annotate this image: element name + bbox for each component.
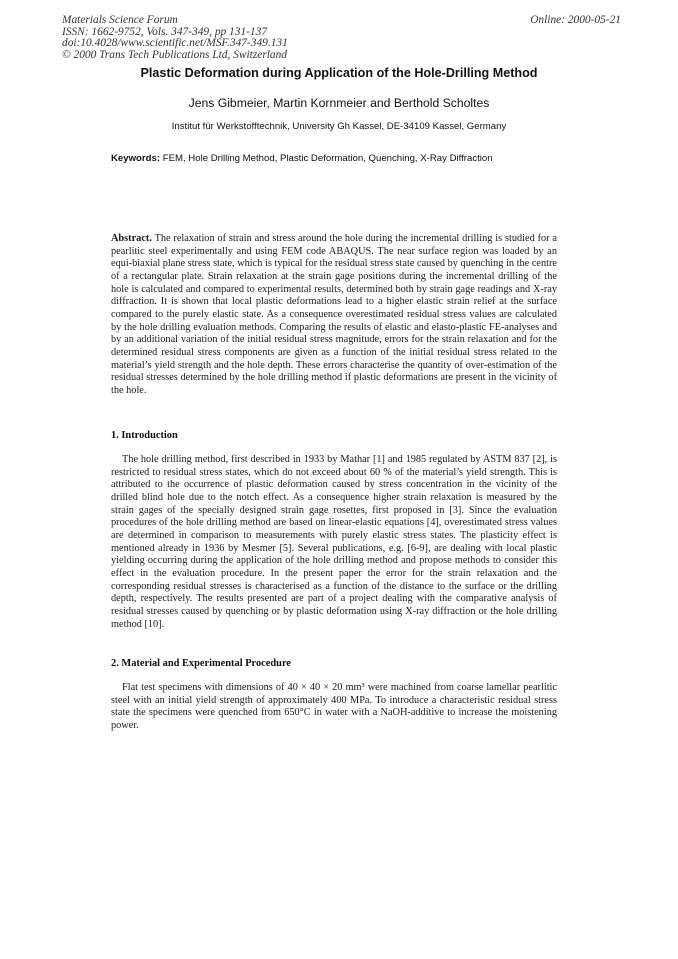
affiliation: Institut für Werkstofftechnik, University Gh Kassel, DE-34109 Kassel, Germany [171,121,507,132]
doi-line: doi:10.4028/www.scientific.net/MSF.347-349.131 [62,37,288,49]
section-heading-introduction: 1. Introduction [111,430,178,441]
abstract-label: Abstract. [111,233,152,244]
section-heading-material: 2. Material and Experimental Procedure [111,658,291,669]
abstract-paragraph [111,233,557,398]
abstract-text: The relaxation of strain and stress around the hole during the incremental drilling is studied for a pearlitic steel experimentally and using FEM code ABAQUS. The near surface region was loaded by an equi-biaxial plane stress state, which is typical for the residual stress state caused by quenching in the centre of a rectangular plate. Strain relaxation at the strain gage positions during the incremental drilling of the hole is calculated and compared to experimental results, determined both by strain gage readings and X-ray diffraction. It is shown that local plastic deformations lead to a higher elastic strain relief at the surface compared to the purely elastic state. As a consequence overestimated residual stress values are calculated by the hole drilling evaluation methods. Comparing the results of elastic and elasto-plastic FE-analyses and by an additional variation of the initial residual stress magnitude, errors for the strain relaxation and for the determined residual stress components are given as a function of the initial residual stress related to the material’s yield strength and the hole depth. These errors characterise the quantity of over-estimation of the residual stresses determined by the hole drilling method if plastic deformations are present in the vicinity of the hole. [111,233,557,396]
issn-line: ISSN: 1662-9752, Vols. 347-349, pp 131-137 [62,25,268,38]
online-date: Online: 2000-05-21 [530,14,621,26]
keywords-text: FEM, Hole Drilling Method, Plastic Deformation, Quenching, X-Ray Diffraction [162,153,493,164]
introduction-paragraph: The hole drilling method, first described in 1933 by Mathar [1] and 1985 regulated by ASTM 837 [2], is restricted to residual stress states, which do not exceed about 60 % of the material’s yield strength. This is attributed to the occurrence of plastic deformation caused by stress concentration in the vicinity of the drilled blind hole due to the notch effect. As a consequence higher strain relaxation is measured by the strain gages of the specially designed strain gage rosettes, first proposed in [3]. Since the evaluation procedures of the hole drilling method are based on linear-elastic equations [4], overestimated stress values are determined in comparison to measurements with purely elastic stress states. The plasticity effect is mentioned already in 1936 by Mesmer [5]. Several publications, e.g. [6-9], are dealing with local plastic yielding occurring during the application of the hole drilling method and propose methods to consider this effect in the evaluation procedure. In the present paper the error for the strain relaxation and the corresponding residual stresses is characterised as a function of the distance to the surface or the drilling depth, respectively. The results presented are part of a project dealing with the comparative analysis of residual stresses caused by quenching or by plastic deformation using X-ray diffraction or the hole drilling method [10]. [111,454,557,630]
journal-name: Materials Science Forum [62,14,178,26]
copyright-line: © 2000 Trans Tech Publications Ltd, Switzerland [62,48,287,61]
material-paragraph: Flat test specimens with dimensions of 40 × 40 × 20 mm³ were machined from coarse lamellar pearlitic steel with an initial yield strength of approximately 400 MPa. To introduce a characteristic residual stress state the specimens were quenched from 650°C in water with a NaOH-additive to increase the moistening power. [111,682,557,731]
keywords-label: Keywords: [111,153,161,164]
paper-title: Plastic Deformation during Application of the Hole-Drilling Method [140,66,538,80]
keywords-line [111,153,493,164]
publication-header [62,15,288,61]
author-list: Jens Gibmeier, Martin Kornmeier and Berthold Scholtes [188,96,490,110]
